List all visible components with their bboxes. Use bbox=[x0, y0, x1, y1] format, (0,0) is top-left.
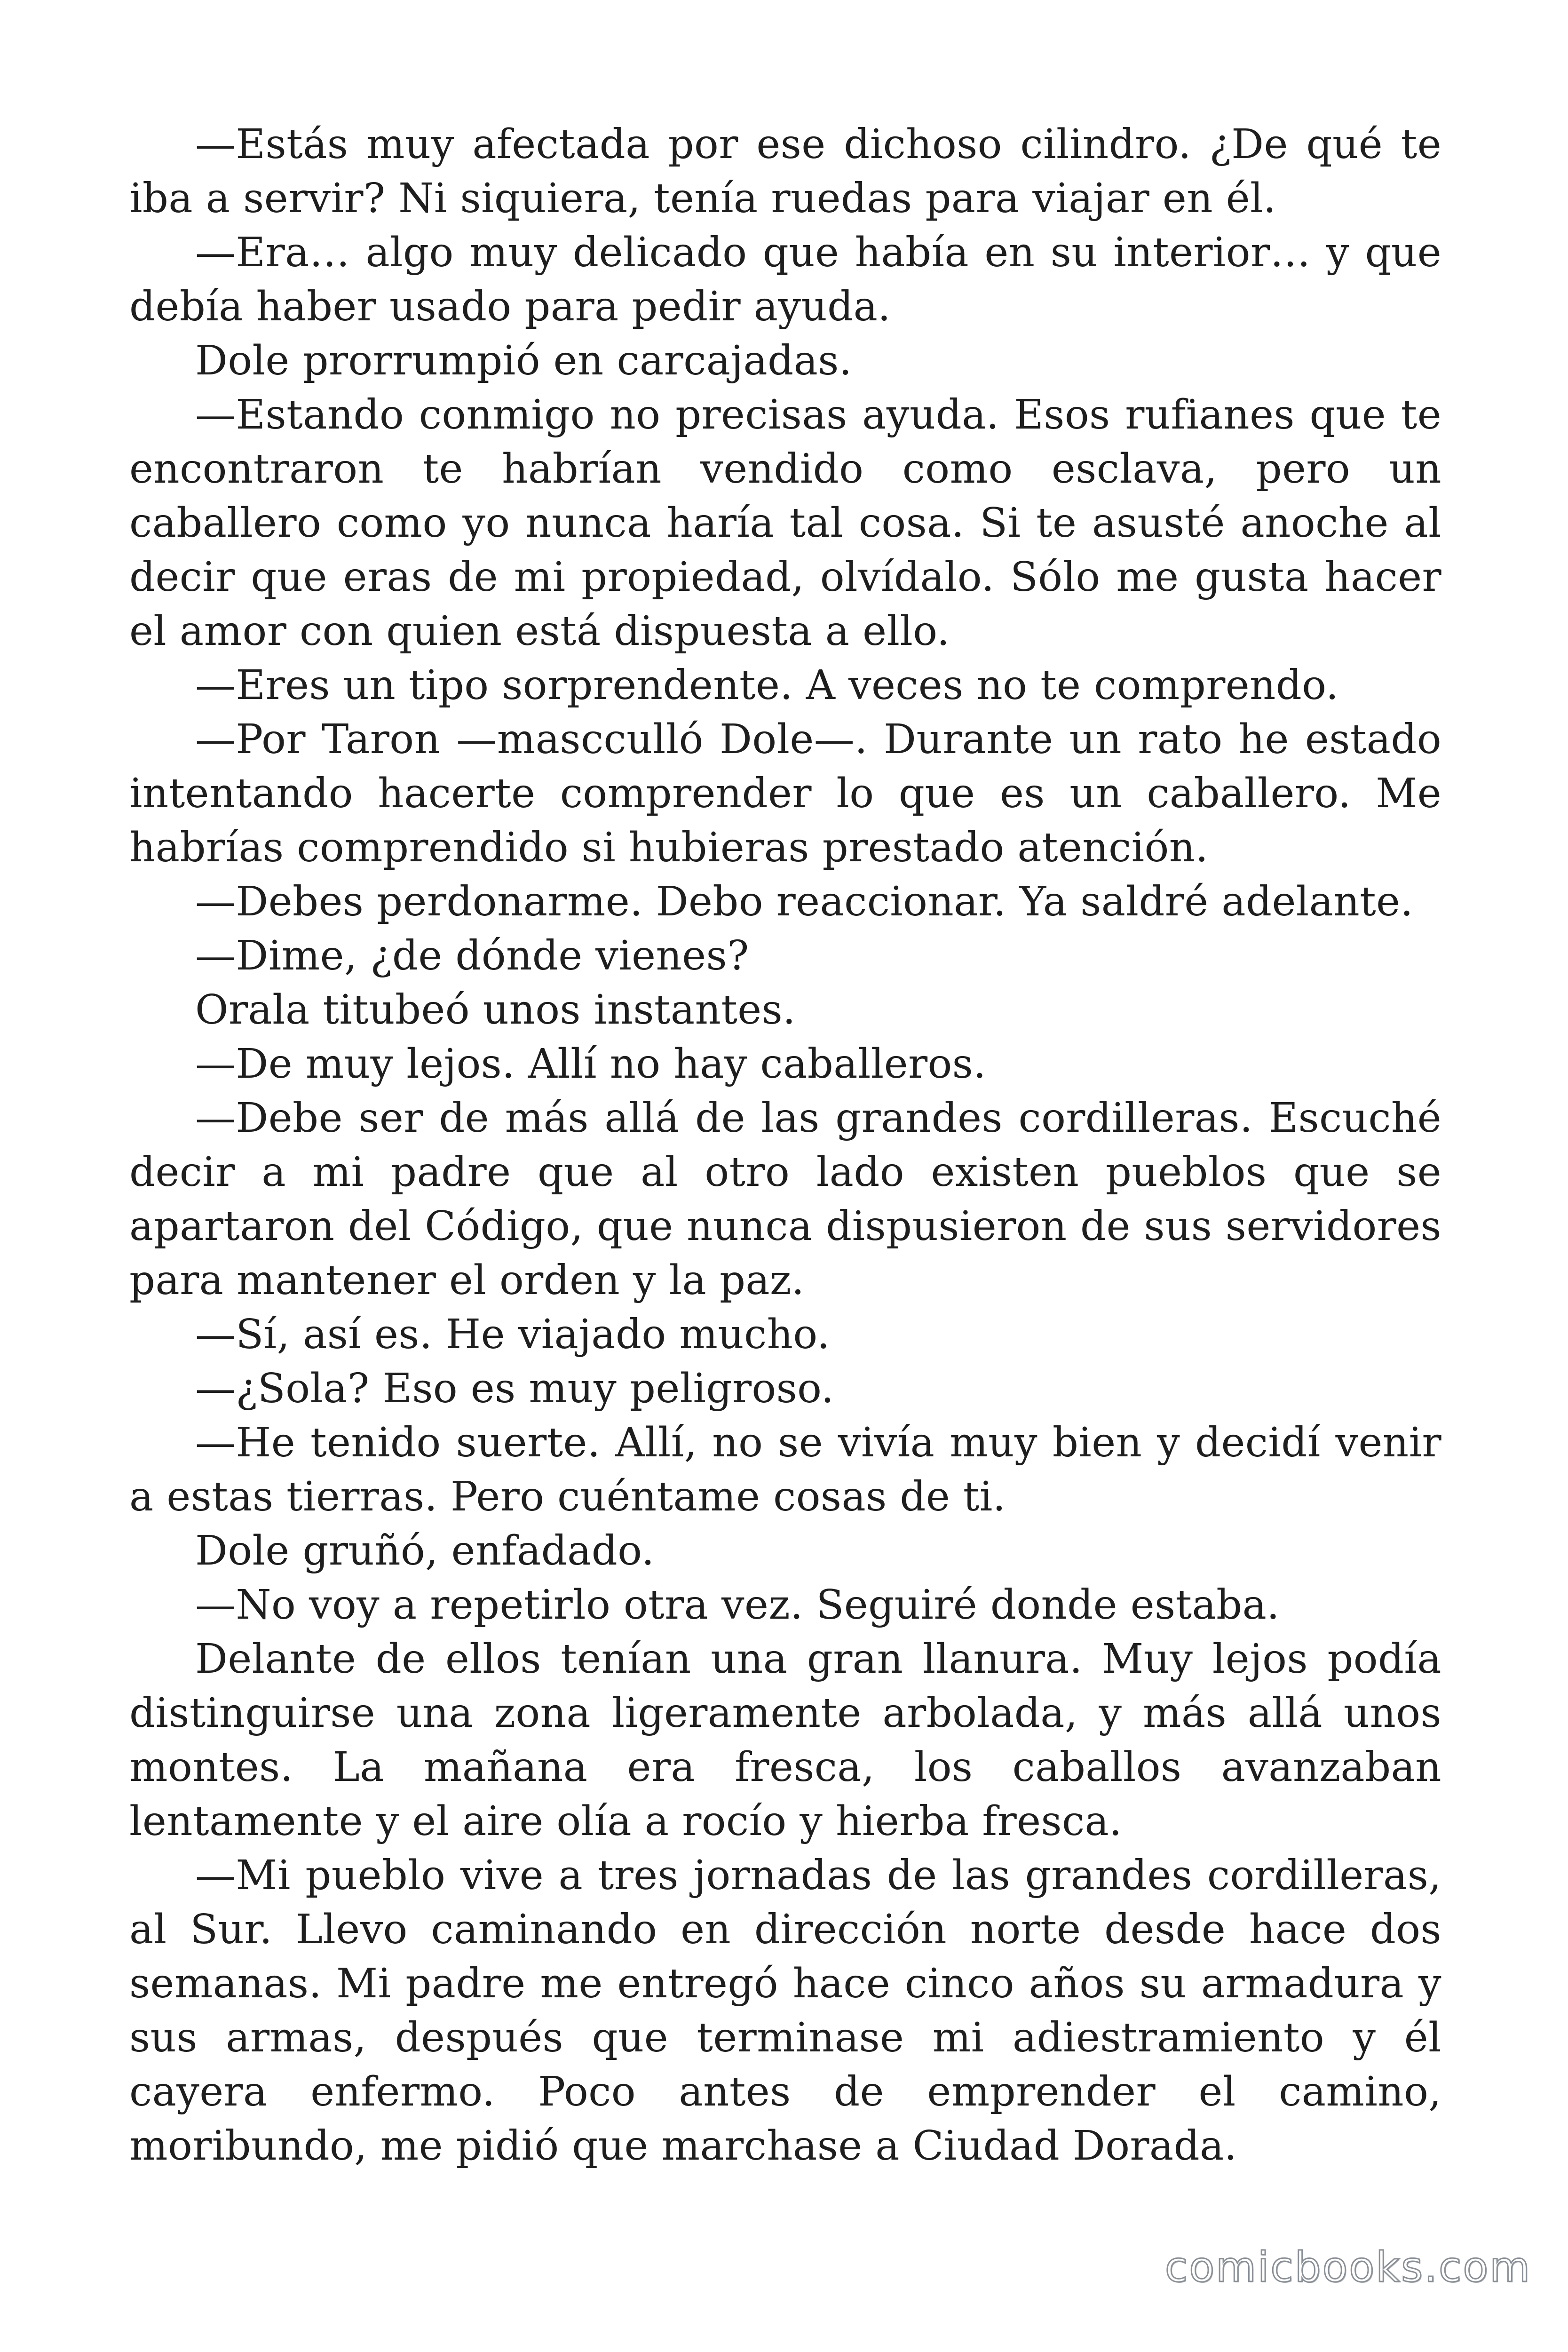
paragraph: —Debes perdonarme. Debo reaccionar. Ya saldré adelante. bbox=[195, 878, 1414, 925]
paragraph: —Estás muy afectada por ese dichoso cilindro. ¿De qué te iba a servir? Ni siquiera, tenía ruedas para viajar en él. bbox=[129, 121, 1441, 222]
paragraph: —Sí, así es. He viajado mucho. bbox=[195, 1311, 830, 1358]
watermark: comicbooks.com bbox=[1164, 2243, 1531, 2291]
paragraph: —Mi pueblo vive a tres jornadas de las grandes cordilleras, al Sur. Llevo caminando en dirección norte desde hace dos semanas. Mi padre me entregó hace cinco años su armadura y sus armas, después que terminase mi adiestramiento y él cayera enfermo. Poco antes de emprender el camino, moribundo, me pidió que marchase a Ciudad Dorada. bbox=[129, 1852, 1441, 2169]
paragraph: —He tenido suerte. Allí, no se vivía muy bien y decidí venir a estas tierras. Pero cuéntame cosas de ti. bbox=[129, 1419, 1441, 1520]
paragraph: Dole gruñó, enfadado. bbox=[195, 1527, 655, 1574]
paragraph: —Eres un tipo sorprendente. A veces no te comprendo. bbox=[195, 662, 1339, 709]
book-page bbox=[129, 118, 1441, 2173]
paragraph: Dole prorrumpió en carcajadas. bbox=[195, 337, 852, 384]
paragraph: Delante de ellos tenían una gran llanura. Muy lejos podía distinguirse una zona ligeramente arbolada, y más allá unos montes. La mañana era fresca, los caballos avanzaban lentamente y el aire olía a rocío y hierba fresca. bbox=[129, 1636, 1441, 1845]
paragraph: —No voy a repetirlo otra vez. Seguiré donde estaba. bbox=[195, 1581, 1280, 1629]
paragraph: —Debe ser de más allá de las grandes cordilleras. Escuché decir a mi padre que al otro lado existen pueblos que se apartaron del Código, que nunca dispusieron de sus servidores para mantener el orden y la paz. bbox=[129, 1095, 1441, 1304]
paragraph: —De muy lejos. Allí no hay caballeros. bbox=[195, 1041, 986, 1088]
paragraph: —Estando conmigo no precisas ayuda. Esos rufianes que te encontraron te habrían vendido como esclava, pero un caballero como yo nunca haría tal cosa. Si te asusté anoche al decir que eras de mi propiedad, olvídalo. Sólo me gusta hacer el amor con quien está dispuesta a ello. bbox=[129, 391, 1441, 655]
paragraph: —Era… algo muy delicado que había en su interior… y que debía haber usado para pedir ayuda. bbox=[129, 229, 1441, 330]
paragraph: —¿Sola? Eso es muy peligroso. bbox=[195, 1365, 834, 1412]
paragraph: —Por Taron —mascculló Dole—. Durante un rato he estado intentando hacerte comprender lo que es un caballero. Me habrías comprendido si hubieras prestado atención. bbox=[129, 716, 1441, 871]
paragraph: —Dime, ¿de dónde vienes? bbox=[195, 932, 749, 979]
paragraph: Orala titubeó unos instantes. bbox=[195, 986, 796, 1033]
